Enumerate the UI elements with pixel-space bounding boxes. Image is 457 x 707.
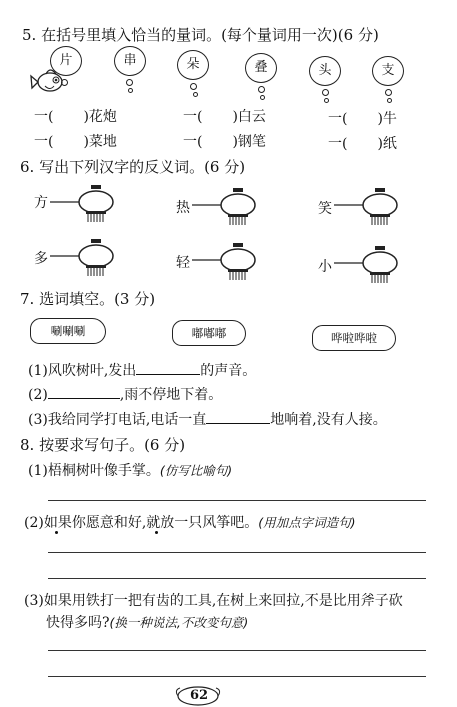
lantern-icon[interactable] <box>332 187 407 227</box>
measure-word-bubble <box>372 56 404 86</box>
lantern-icon[interactable] <box>332 245 407 285</box>
measure-word-bubble <box>309 56 341 86</box>
q7-sentence: (1)风吹树叶,发出 的声音。 <box>28 363 257 379</box>
q8-prompt: (3)如果用铁打一把有齿的工具,在树上来回拉,不是比用斧子砍 <box>24 593 403 609</box>
answer-line[interactable] <box>48 650 426 651</box>
measure-word: 串 <box>123 53 137 68</box>
q5-item[interactable]: 一( )菜地 <box>34 134 117 150</box>
word-option: 唰唰唰 <box>30 318 106 344</box>
answer-line[interactable] <box>48 552 426 553</box>
q7-title: 7. 选词填空。(3 分) <box>20 290 156 308</box>
bubble-tail <box>193 92 198 97</box>
q5-item[interactable]: 一( )纸 <box>328 136 397 152</box>
lantern-icon[interactable] <box>48 238 123 278</box>
measure-word: 朵 <box>186 57 200 72</box>
emphasis-dot <box>155 531 158 534</box>
lantern-icon[interactable] <box>48 184 123 224</box>
bubble-tail <box>387 98 392 103</box>
q5-item[interactable]: 一( )白云 <box>183 109 266 125</box>
fill-blank[interactable] <box>206 423 270 424</box>
measure-word: 片 <box>59 53 73 68</box>
q5-item[interactable]: 一( )钢笔 <box>183 134 266 150</box>
emphasis-dot <box>55 531 58 534</box>
bubble-tail <box>128 88 133 93</box>
measure-word: 支 <box>381 63 395 78</box>
antonym-word: 笑 <box>318 201 332 217</box>
q5-item[interactable]: 一( )牛 <box>328 111 397 127</box>
bubble-tail <box>126 79 133 86</box>
q8-title: 8. 按要求写句子。(6 分) <box>20 436 186 454</box>
answer-line[interactable] <box>48 578 426 579</box>
word-option: 哗啦哗啦 <box>312 325 396 351</box>
q6-title: 6. 写出下列汉字的反义词。(6 分) <box>20 158 246 176</box>
measure-word: 叠 <box>254 60 268 75</box>
measure-word-bubble <box>50 46 82 76</box>
bubble-tail <box>260 95 265 100</box>
fill-blank[interactable] <box>48 398 120 399</box>
bubble-tail <box>385 89 392 96</box>
antonym-word: 热 <box>176 200 190 216</box>
q8-prompt: (1)梧桐树叶像手掌。(仿写比喻句) <box>28 463 233 479</box>
q5-item[interactable]: 一( )花炮 <box>34 109 117 125</box>
antonym-word: 多 <box>34 251 48 267</box>
lantern-icon[interactable] <box>190 187 265 227</box>
measure-word-bubble <box>177 50 209 80</box>
antonym-word: 方 <box>34 195 48 211</box>
bubble-tail <box>61 79 68 86</box>
q8-prompt: (2)如果你愿意和好,就放一只风筝吧。(用加点字词造句) <box>24 515 356 531</box>
antonym-word: 轻 <box>176 255 190 271</box>
answer-line[interactable] <box>48 500 426 501</box>
q7-sentence: (2) ,雨不停地下着。 <box>28 387 223 403</box>
q8-prompt: 快得多吗?(换一种说法,不改变句意) <box>46 615 249 631</box>
page-number: 62 <box>190 688 209 703</box>
bubble-tail <box>258 86 265 93</box>
antonym-word: 小 <box>318 259 332 275</box>
bubble-tail <box>324 98 329 103</box>
word-option: 嘟嘟嘟 <box>172 320 246 346</box>
bubble-tail <box>190 83 197 90</box>
q7-sentence: (3)我给同学打电话,电话一直 地响着,没有人接。 <box>28 412 387 428</box>
measure-word: 头 <box>318 63 332 78</box>
bubble-tail <box>322 89 329 96</box>
measure-word-bubble <box>245 53 277 83</box>
fill-blank[interactable] <box>136 374 200 375</box>
lantern-icon[interactable] <box>190 242 265 282</box>
measure-word-bubble <box>114 46 146 76</box>
q5-title: 5. 在括号里填入恰当的量词。(每个量词用一次)(6 分) <box>22 26 379 44</box>
answer-line[interactable] <box>48 676 426 677</box>
